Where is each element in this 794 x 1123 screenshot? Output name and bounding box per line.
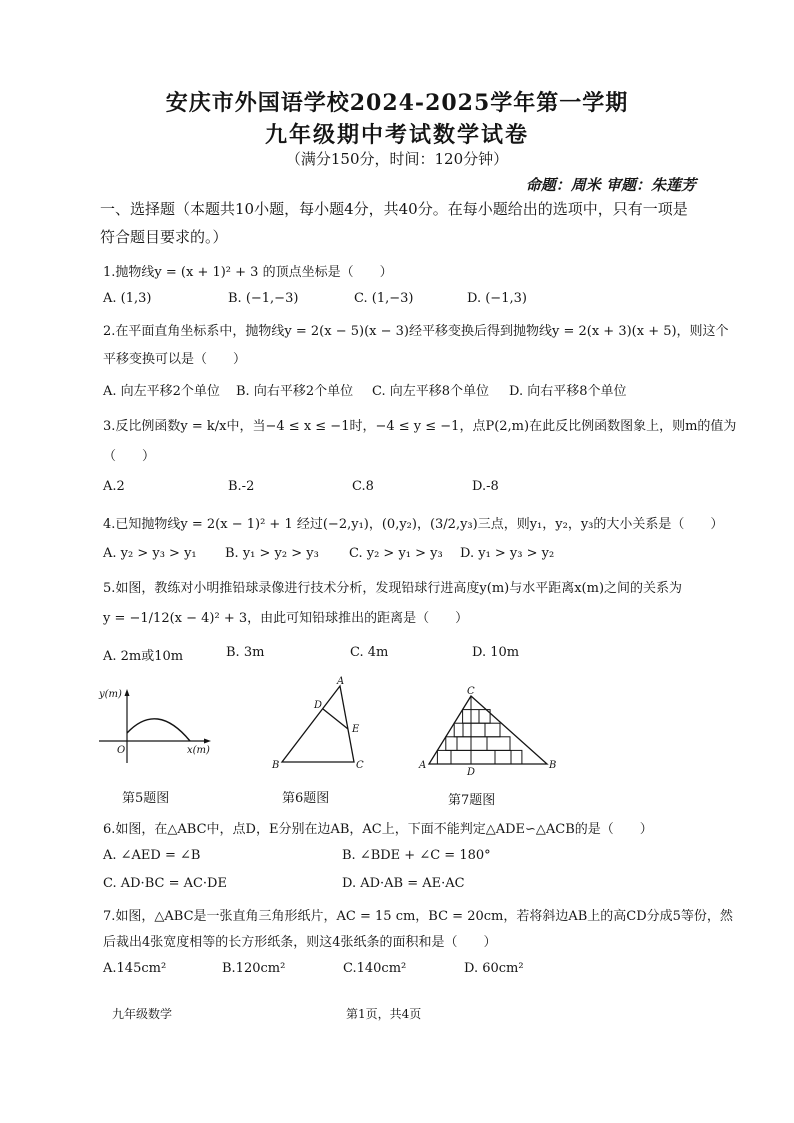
question-5-option-b: B. 3m <box>226 645 265 660</box>
figure-7-strips <box>437 710 522 764</box>
question-3-option-d: D.-8 <box>472 479 499 494</box>
figure-7-staircase <box>415 684 560 779</box>
footer-subject: 九年级数学 <box>112 1007 173 1021</box>
question-6-option-b: B. ∠BDE + ∠C = 180° <box>342 848 491 863</box>
section-heading-line1: 一、选择题（本题共10小题，每小题4分，共40分。在每小题给出的选项中，只有一项是 <box>100 200 688 218</box>
question-3-option-c: C.8 <box>352 479 374 494</box>
question-6-option-d: D. AD·AB = AE·AC <box>342 876 465 891</box>
figure-7-label-d: D <box>467 767 476 778</box>
figure-6-label-b: B <box>272 760 280 771</box>
question-7-option-d: D. 60cm² <box>464 961 524 976</box>
figure-7-caption: 第7题图 <box>448 793 496 808</box>
footer-page-number: 第1页，共4页 <box>346 1007 422 1021</box>
question-5-option-c: C. 4m <box>350 645 389 660</box>
figure-5-x-label: x(m) <box>187 745 210 756</box>
question-6-option-c: C. AD·BC = AC·DE <box>103 876 227 891</box>
figure-7-label-b: B <box>549 760 557 771</box>
figure-6-label-e: E <box>352 724 360 735</box>
figure-5-x-arrow <box>204 739 211 744</box>
figure-6-label-d: D <box>314 700 323 711</box>
question-2-stem-line1: 2.在平面直角坐标系中，抛物线y = 2(x − 5)(x − 3)经平移变换后得到抛物线y = 2(x + 3)(x + 5)，则这个 <box>103 324 729 339</box>
figure-5-origin: O <box>117 745 126 756</box>
question-2-option-b: B. 向右平移2个单位 <box>236 384 354 399</box>
question-1-option-b: B. (−1,−3) <box>228 291 299 306</box>
figure-6-label-c: C <box>356 760 364 771</box>
figure-5-y-arrow <box>125 689 130 696</box>
figure-5-y-label: y(m) <box>99 689 122 700</box>
figure-5-graph <box>95 683 225 773</box>
question-7-stem-line2: 后裁出4张宽度相等的长方形纸条，则这4张纸条的面积和是（ ） <box>103 935 497 950</box>
question-6-stem: 6.如图，在△ABC中，点D，E分别在边AB，AC上，下面不能判定△ADE∽△ACB的是（ ） <box>103 822 653 837</box>
exam-subtitle: （满分150分，时间：120分钟） <box>285 150 509 168</box>
question-2-option-c: C. 向左平移8个单位 <box>372 384 490 399</box>
figure-7-label-a: A <box>419 760 427 771</box>
question-5-stem-line2: y = −1/12(x − 4)² + 3，由此可知铅球推出的距离是（ ） <box>103 611 469 626</box>
figure-6-caption: 第6题图 <box>282 791 330 806</box>
question-1-stem: 1.抛物线y = (x + 1)² + 3 的顶点坐标是（ ） <box>103 265 393 280</box>
question-5-option-d: D. 10m <box>472 645 520 660</box>
figure-7-label-c: C <box>467 686 475 697</box>
figure-6-label-a: A <box>337 676 345 687</box>
figure-6-triangle-abc <box>282 686 354 762</box>
exam-title-line2: 九年级期中考试数学试卷 <box>264 122 529 148</box>
figure-7-triangle-abc <box>429 696 547 764</box>
question-2-option-a: A. 向左平移2个单位 <box>103 384 220 399</box>
question-3-option-b: B.-2 <box>228 479 255 494</box>
question-7-option-b: B.120cm² <box>222 961 286 976</box>
figure-5-parabola <box>127 719 190 741</box>
question-5-stem-line1: 5.如图，教练对小明推铅球录像进行技术分析，发现铅球行进高度y(m)与水平距离x(m)之间的关系为 <box>103 581 683 596</box>
question-1-option-a: A. (1,3) <box>103 291 152 306</box>
question-4-option-d: D. y₁ > y₃ > y₂ <box>460 546 555 561</box>
question-5-option-a: A. 2m或10m <box>103 649 184 664</box>
exam-title-line1: 安庆市外国语学校2024-2025学年第一学期 <box>165 90 629 116</box>
question-4-option-c: C. y₂ > y₁ > y₃ <box>349 546 443 561</box>
question-7-option-a: A.145cm² <box>103 961 167 976</box>
question-7-stem-line1: 7.如图，△ABC是一张直角三角形纸片，AC = 15 cm，BC = 20cm，若将斜边AB上的高CD分成5等份，然 <box>103 909 733 924</box>
question-3-stem-line2: （ ） <box>103 449 156 464</box>
section-heading-line2: 符合题目要求的。） <box>100 228 228 246</box>
question-1-option-c: C. (1,−3) <box>354 291 414 306</box>
question-6-option-a: A. ∠AED = ∠B <box>103 848 201 863</box>
question-1-option-d: D. (−1,3) <box>467 291 527 306</box>
figure-6-triangle <box>268 676 378 776</box>
question-2-option-d: D. 向右平移8个单位 <box>509 384 627 399</box>
question-4-stem: 4.已知抛物线y = 2(x − 1)² + 1 经过(−2,y₁)，(0,y₂)，(3/2,y₃)三点，则y₁，y₂，y₃的大小关系是（ ） <box>103 517 724 532</box>
question-7-option-c: C.140cm² <box>343 961 407 976</box>
question-4-option-b: B. y₁ > y₂ > y₃ <box>225 546 319 561</box>
figure-5-caption: 第5题图 <box>122 791 170 806</box>
question-4-option-a: A. y₂ > y₃ > y₁ <box>103 546 197 561</box>
question-3-option-a: A.2 <box>103 479 125 494</box>
question-3-stem-line1: 3.反比例函数y = k/x中，当−4 ≤ x ≤ −1时，−4 ≤ y ≤ −1，点P(2,m)在此反比例函数图象上，则m的值为 <box>103 419 737 434</box>
question-2-stem-line2: 平移变换可以是（ ） <box>103 352 247 367</box>
exam-authors: 命题：周米 审题：朱莲芳 <box>525 176 696 194</box>
